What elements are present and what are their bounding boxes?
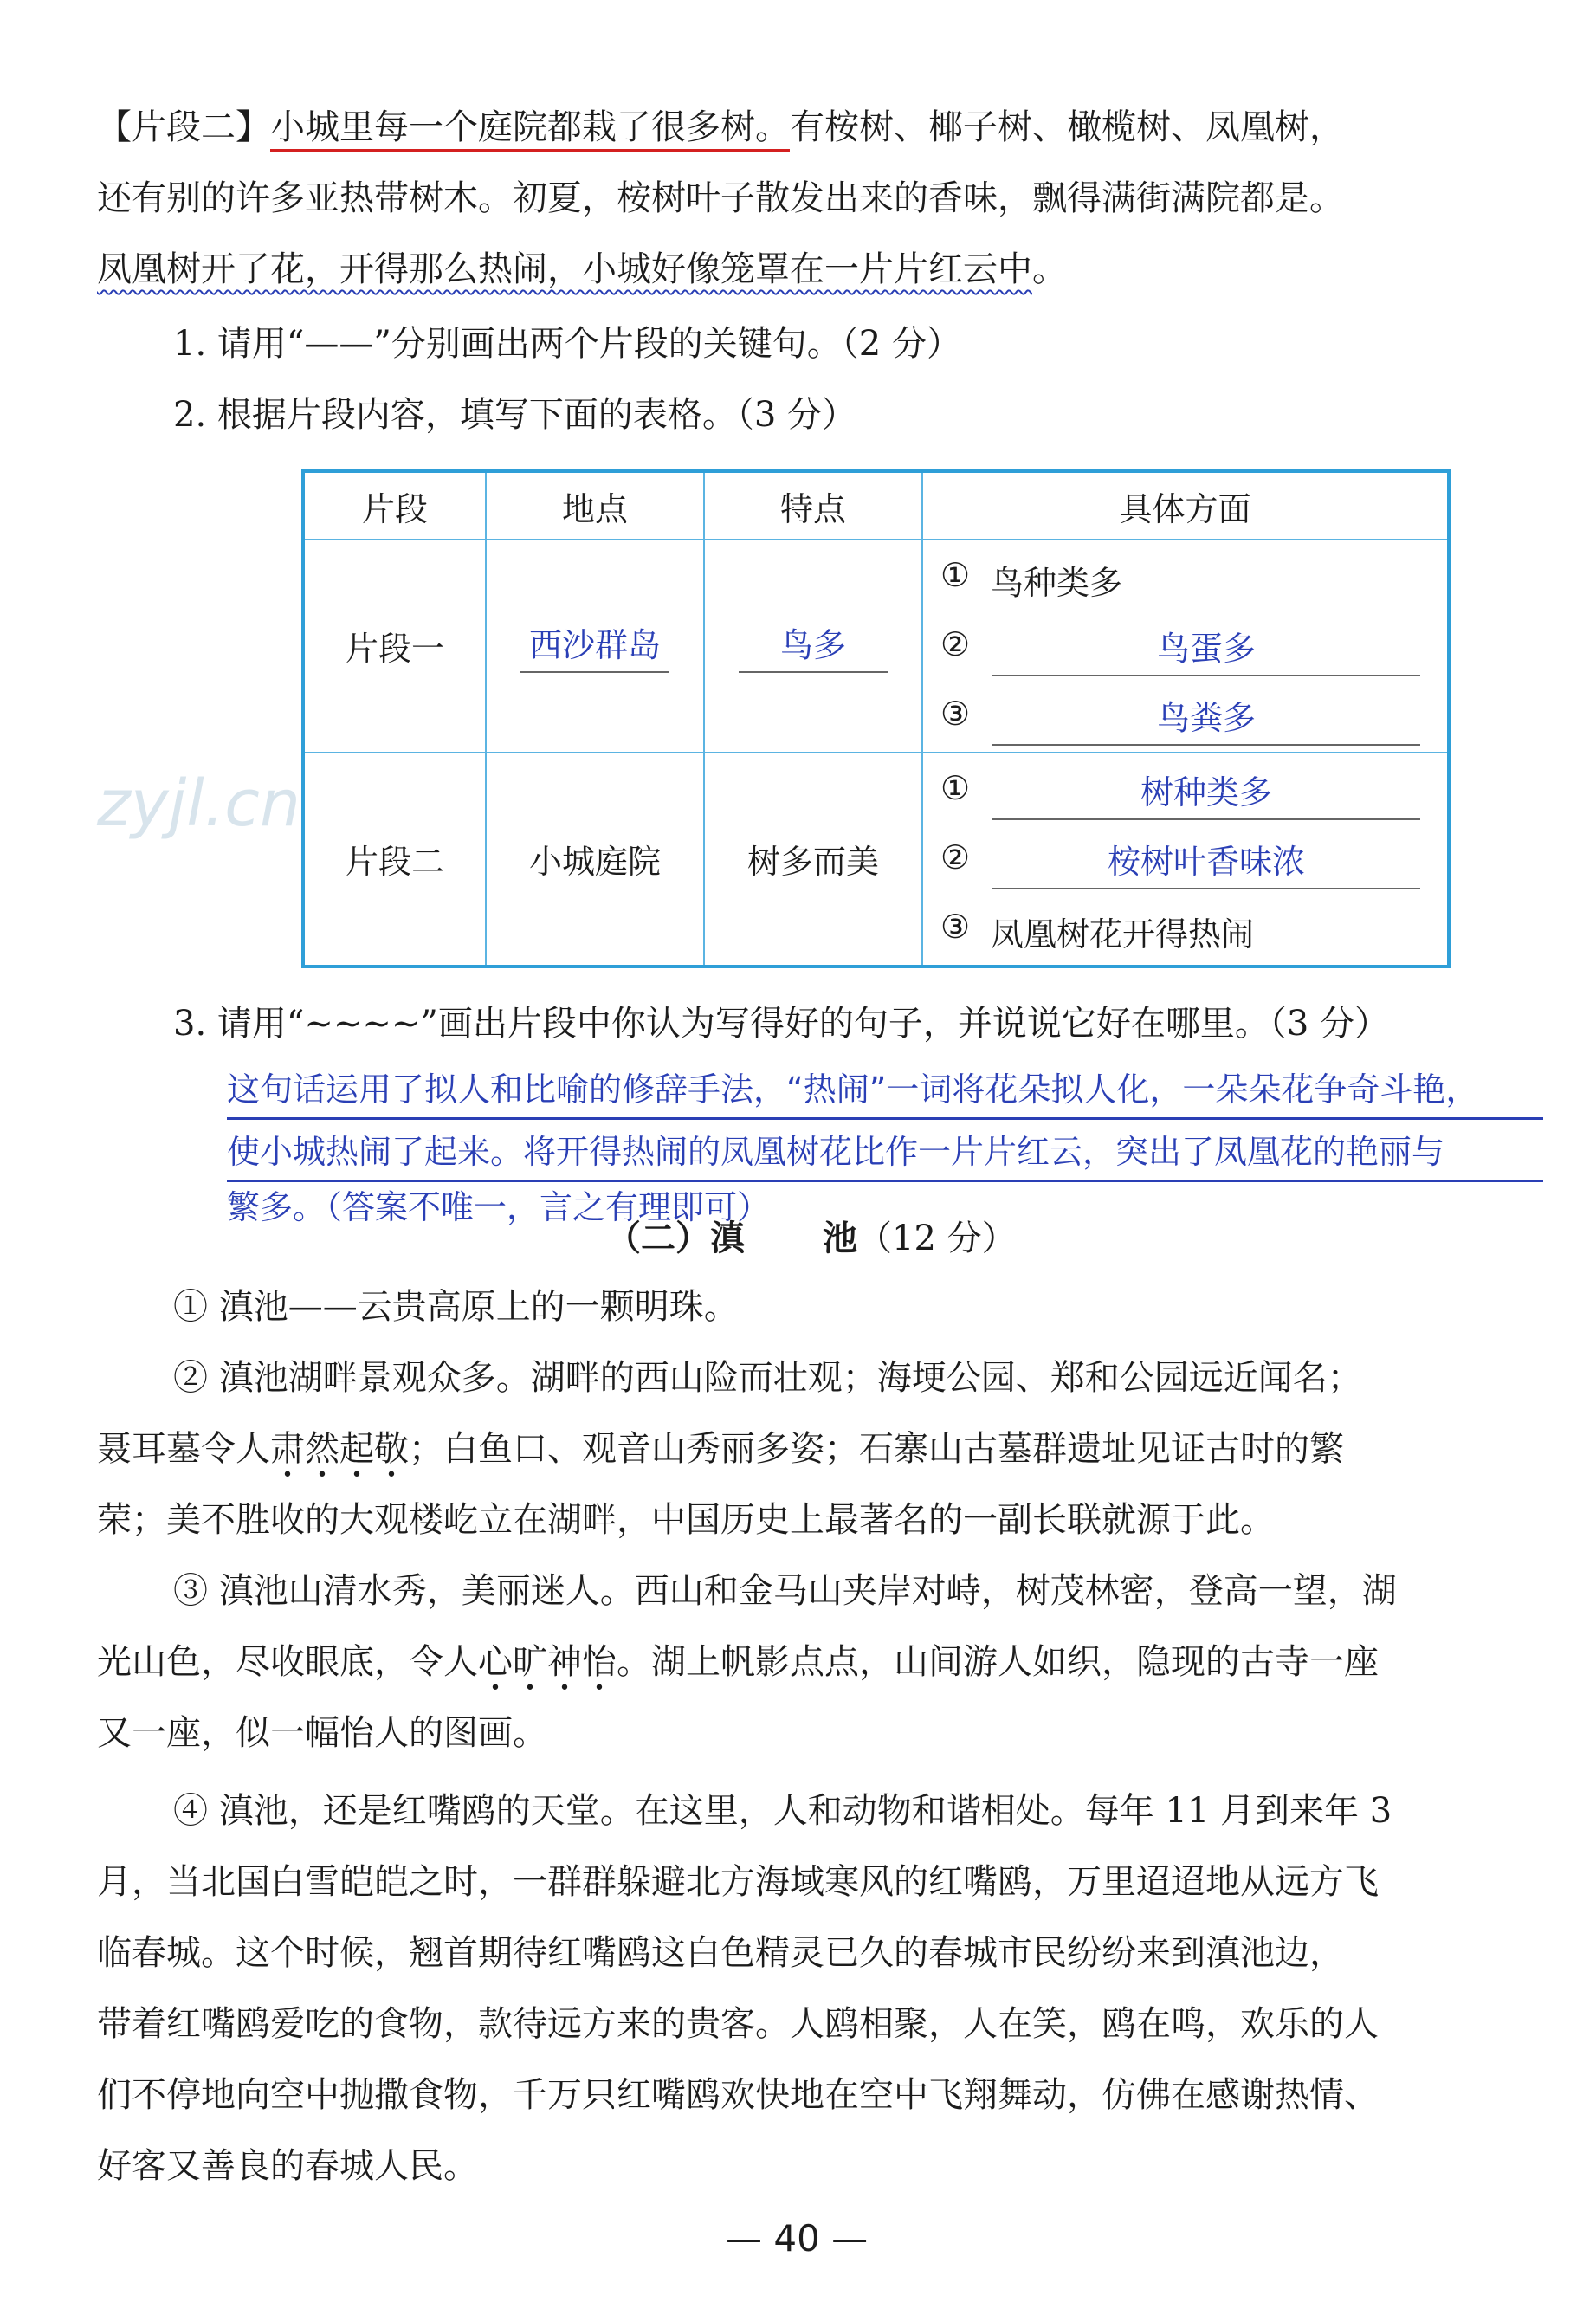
emphasis-char: 起 (339, 1429, 374, 1469)
passage-line: 好客又善良的春城人民。 (97, 2146, 478, 2186)
passage-line: 荣；美不胜收的大观楼屹立在湖畔，中国历史上最著名的一副长联就源于此。 (97, 1500, 1275, 1540)
passage-line: ① 滇池——云贵高原上的一颗明珠。 (173, 1287, 739, 1327)
answer-rule (227, 1180, 1543, 1182)
emphasis-char: 旷 (513, 1642, 547, 1682)
fragment2-line1 (97, 107, 1344, 148)
emphasis-char: 肃 (270, 1429, 305, 1469)
section-title: （二）滇 池（12 分） (606, 1218, 1017, 1258)
emphasis-char: 敬 (374, 1429, 409, 1469)
aspect-item: ② 桉树叶香味浓 (940, 824, 1447, 894)
aspect-item: ① 鸟种类多 (940, 555, 1123, 602)
question-3: 3. 请用“~~~~”画出片段中你认为写得好的句子，并说说它好在哪里。（3 分） (173, 1004, 1390, 1044)
aspect-item: ③ 凤凰树花开得热闹 (940, 907, 1255, 954)
dotted-emphasis (478, 1642, 617, 1682)
place-cell: 小城庭院 (486, 753, 704, 967)
passage-line: 临春城。这个时候，翘首期待红嘴鸥这白色精灵已久的春城市民纷纷来到滇池边， (97, 1933, 1344, 1973)
place-answer: 西沙群岛 (520, 618, 669, 673)
fragment-cell: 片段二 (303, 753, 486, 967)
place-cell (486, 540, 704, 753)
aspect-answer: 树种类多 (992, 766, 1420, 820)
answer-table (301, 469, 1451, 968)
fragment2-line2: 还有别的许多亚热带树木。初夏，桉树叶子散发出来的香味，飘得满街满院都是。 (97, 178, 1344, 218)
page-number: — 40 — (726, 2217, 869, 2260)
aspect-answer: 鸟蛋多 (992, 622, 1420, 676)
passage-line: ② 滇池湖畔景观众多。湖畔的西山险而壮观；海埂公园、郑和公园远近闻名； (173, 1358, 1362, 1398)
passage-line: 月，当北国白雪皑皑之时，一群群躲避北方海域寒风的红嘴鸥，万里迢迢地从远方飞 (97, 1862, 1379, 1902)
fragment2-line3: 凤凰树开了花，开得那么热闹，小城好像笼罩在一片片红云中。 (97, 249, 1067, 289)
question-1: 1. 请用“——”分别画出两个片段的关键句。（2 分） (173, 324, 961, 364)
passage-line: 光山色，尽收眼底，令人心旷神怡。湖上帆影点点，山间游人如织，隐现的古寺一座 (97, 1642, 1379, 1682)
emphasis-char: 怡 (582, 1642, 617, 1682)
fragment2-line1-rest: 有桉树、椰子树、橄榄树、凤凰树， (790, 107, 1344, 147)
aspect-item: ② 鸟蛋多 (940, 611, 1447, 681)
aspects-cell (922, 540, 1449, 753)
aspect-item: ③ 鸟粪多 (940, 681, 1447, 750)
dotted-emphasis (270, 1429, 409, 1469)
aspects-cell (922, 753, 1449, 967)
aspect-answer: 桉树叶香味浓 (992, 835, 1420, 889)
feature-cell (704, 540, 922, 753)
good-sentence-wavy: 凤凰树开了花，开得那么热闹，小城好像笼罩在一片片红云中 (97, 249, 1032, 289)
emphasis-char: 神 (547, 1642, 582, 1682)
passage-line: 们不停地向空中抛撒食物，千万只红嘴鸥欢快地在空中飞翔舞动，仿佛在感谢热情、 (97, 2075, 1379, 2115)
passage-line: 带着红嘴鸥爱吃的食物，款待远方来的贵客。人鸥相聚，人在笑，鸥在鸣，欢乐的人 (97, 2004, 1379, 2044)
question-2: 2. 根据片段内容，填写下面的表格。（3 分） (173, 395, 857, 435)
passage-line: 又一座，似一幅怡人的图画。 (97, 1713, 547, 1753)
feature-answer: 鸟多 (739, 618, 888, 673)
header-aspects: 具体方面 (922, 471, 1449, 540)
passage-line: ③ 滇池山清水秀，美丽迷人。西山和金马山夹岸对峙，树茂林密，登高一望，湖 (173, 1571, 1397, 1611)
header-place: 地点 (486, 471, 704, 540)
table-row (303, 540, 1449, 753)
key-sentence-underline: 小城里每一个庭院都栽了很多树。 (270, 107, 790, 152)
aspect-answer: 鸟粪多 (992, 691, 1420, 746)
q3-answer-line: 使小城热闹了起来。将开得热闹的凤凰树花比作一片片红云，突出了凤凰花的艳丽与 (227, 1133, 1445, 1171)
emphasis-char: 然 (305, 1429, 339, 1469)
answer-rule (227, 1117, 1543, 1120)
fragment2-label: 【片段二】 (97, 107, 270, 147)
table-row (303, 753, 1449, 967)
passage-line: 聂耳墓令人肃然起敬；白鱼口、观音山秀丽多姿；石寨山古墓群遗址见证古时的繁 (97, 1429, 1344, 1469)
feature-cell: 树多而美 (704, 753, 922, 967)
fragment-cell: 片段一 (303, 540, 486, 753)
header-feature: 特点 (704, 471, 922, 540)
passage-line: ④ 滇池，还是红嘴鸥的天堂。在这里，人和动物和谐相处。每年 11 月到来年 3 (173, 1791, 1392, 1831)
q3-answer-line: 这句话运用了拟人和比喻的修辞手法，“热闹”一词将花朵拟人化，一朵朵花争奇斗艳， (227, 1070, 1479, 1109)
aspect-item: ① 树种类多 (940, 755, 1447, 824)
header-fragment: 片段 (303, 471, 486, 540)
emphasis-char: 心 (478, 1642, 513, 1682)
watermark: zyjl.cn (97, 766, 300, 841)
q3-answer-line: 繁多。（答案不唯一，言之有理即可） (227, 1188, 771, 1226)
